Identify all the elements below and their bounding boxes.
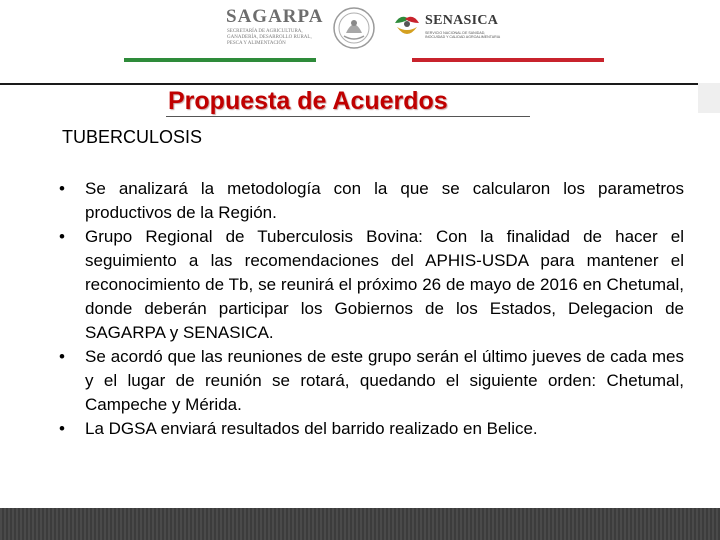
senasica-logo — [393, 10, 503, 46]
slide-title: Propuesta de Acuerdos — [168, 87, 448, 115]
list-item — [56, 177, 684, 225]
sagarpa-name: SAGARPA — [226, 6, 324, 27]
senasica-name: SENASICA — [425, 13, 499, 28]
bullet-marker: • — [59, 227, 65, 246]
list-item — [56, 225, 684, 345]
header — [0, 0, 720, 80]
red-accent-line — [412, 58, 604, 62]
bullet-text: Se acordó que las reuniones de este grupo serán el último jueves de cada mes y el lugar de reunión se rotará, quedando el siguiente orden: Chetumal, Campeche y Mérida. — [85, 347, 684, 414]
senasica-subtitle: SERVICIO NACIONAL DE SANIDAD, INOCUIDAD Y CALIDAD AGROALIMENTARIA — [425, 31, 501, 40]
list-item — [56, 417, 684, 441]
footer-bar — [0, 508, 720, 540]
bullet-text: La DGSA enviará resultados del barrido realizado en Belice. — [85, 419, 538, 438]
sagarpa-logo — [226, 4, 322, 50]
bullet-text: Grupo Regional de Tuberculosis Bovina: Con la finalidad de hacer el seguimiento a las recomendaciones del APHIS-USDA para mantener el reconocimiento de Tb, se reunirá el próximo 26 de mayo de 2016 en Chetumal, donde deberán participar los Gobiernos de los Estados, Delegacion de SAGARPA y SENASICA. — [85, 227, 684, 342]
top-divider — [0, 83, 698, 85]
bullet-marker: • — [59, 347, 65, 366]
bullet-list — [56, 177, 684, 441]
bullet-marker: • — [59, 419, 65, 438]
national-seal-icon — [332, 6, 376, 50]
green-accent-line — [124, 58, 316, 62]
senasica-emblem-icon — [393, 11, 421, 39]
right-edge-bar — [698, 83, 720, 113]
bullet-text: Se analizará la metodología con la que se calcularon los parametros productivos de la Región. — [85, 179, 684, 222]
sagarpa-subtitle: SECRETARÍA DE AGRICULTURA, GANADERÍA, DESARROLLO RURAL, PESCA Y ALIMENTACIÓN — [227, 29, 312, 46]
section-heading: TUBERCULOSIS — [62, 127, 203, 147]
title-underline — [166, 116, 530, 117]
list-item — [56, 345, 684, 417]
bullet-marker: • — [59, 179, 65, 198]
